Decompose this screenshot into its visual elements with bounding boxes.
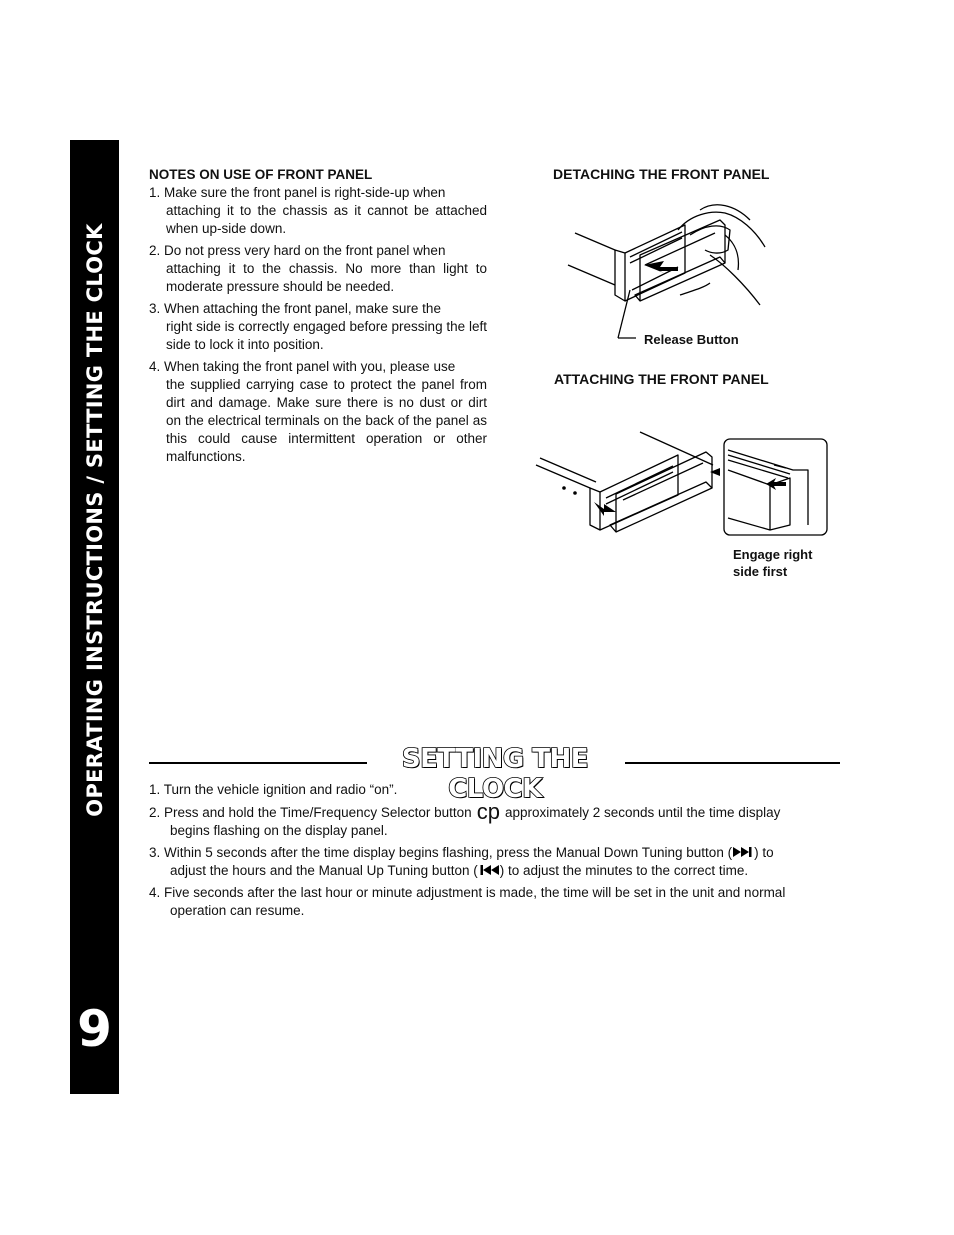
section-title: SETTING THE CLOCK — [401, 744, 589, 804]
item-text-continued: attaching it to the chassis as it cannot be attached when up-side down. — [166, 203, 487, 236]
item-text: When taking the front panel with you, please use — [164, 359, 456, 374]
step-4-text-b: operation can resume. — [170, 903, 305, 918]
engage-caption — [733, 546, 812, 580]
step-1: 1. Turn the vehicle ignition and radio “on”. — [149, 782, 398, 797]
step-3-text: 3. Within 5 seconds after the time display begins flashing, press the Manual Down Tuning button ( — [149, 845, 733, 860]
item-text: Do not press very hard on the front panel when — [164, 243, 446, 258]
step-4-text: 4. Five seconds after the last hour or minute adjustment is made, the time will be set in the unit and normal — [149, 885, 786, 900]
engage-caption-line1: Engage right — [733, 547, 813, 562]
item-text-continued: attaching it to the chassis. No more than light to moderate pressure should be needed. — [166, 261, 487, 294]
sidebar — [70, 140, 119, 1094]
step-3-line2 — [149, 862, 841, 880]
step-2-text: 2. Press and hold the Time/Frequency Selector button — [149, 805, 472, 820]
list-item — [149, 184, 487, 238]
list-item — [149, 358, 487, 466]
step-3-text-d: ) to adjust the minutes to the correct time. — [499, 863, 749, 878]
detaching-illustration — [560, 195, 780, 350]
item-number: 1. — [149, 185, 161, 200]
item-number: 4. — [149, 359, 161, 374]
item-text: Make sure the front panel is right-side-up when — [164, 185, 446, 200]
item-number: 3. — [149, 301, 161, 316]
item-text: When attaching the front panel, make sure the — [164, 301, 441, 316]
step-3-text-b: ) to — [754, 845, 774, 860]
step-3-text-c: adjust the hours and the Manual Up Tuning button ( — [170, 863, 478, 878]
step-2-text-c: begins flashing on the display panel. — [170, 823, 388, 838]
divider-left — [149, 762, 367, 764]
rewind-icon — [478, 864, 500, 876]
list-item — [149, 242, 487, 296]
notes-list — [149, 184, 487, 466]
item-text-continued: the supplied carrying case to protect the panel from dirt and damage. Make sure there is no dust or dirt on the electrical terminals on the back of the panel as this could cause intermittent operation or other malfunctions. — [166, 377, 487, 464]
detaching-heading: DETACHING THE FRONT PANEL — [553, 166, 770, 182]
step-2-text-b: approximately 2 seconds until the time display — [504, 805, 781, 820]
notes-section — [149, 166, 487, 470]
release-button-caption: Release Button — [644, 332, 739, 347]
step-2 — [149, 799, 841, 840]
list-item — [149, 300, 487, 354]
engage-caption-line2: side first — [733, 564, 788, 579]
divider-right — [625, 762, 840, 764]
attaching-illustration — [528, 430, 833, 540]
clock-steps — [149, 781, 841, 924]
item-text-continued: right side is correctly engaged before pressing the left side to lock it into position. — [166, 319, 487, 352]
fast-forward-icon — [732, 846, 754, 858]
attaching-heading: ATTACHING THE FRONT PANEL — [554, 371, 769, 387]
item-number: 2. — [149, 243, 161, 258]
step-3 — [149, 844, 841, 880]
page-number: 9 — [77, 1000, 112, 1058]
sidebar-title: OPERATING INSTRUCTIONS / SETTING THE CLOCK — [82, 223, 107, 817]
step-4 — [149, 884, 841, 920]
time-select-symbol: cp — [476, 799, 500, 824]
notes-heading: NOTES ON USE OF FRONT PANEL — [149, 167, 373, 182]
